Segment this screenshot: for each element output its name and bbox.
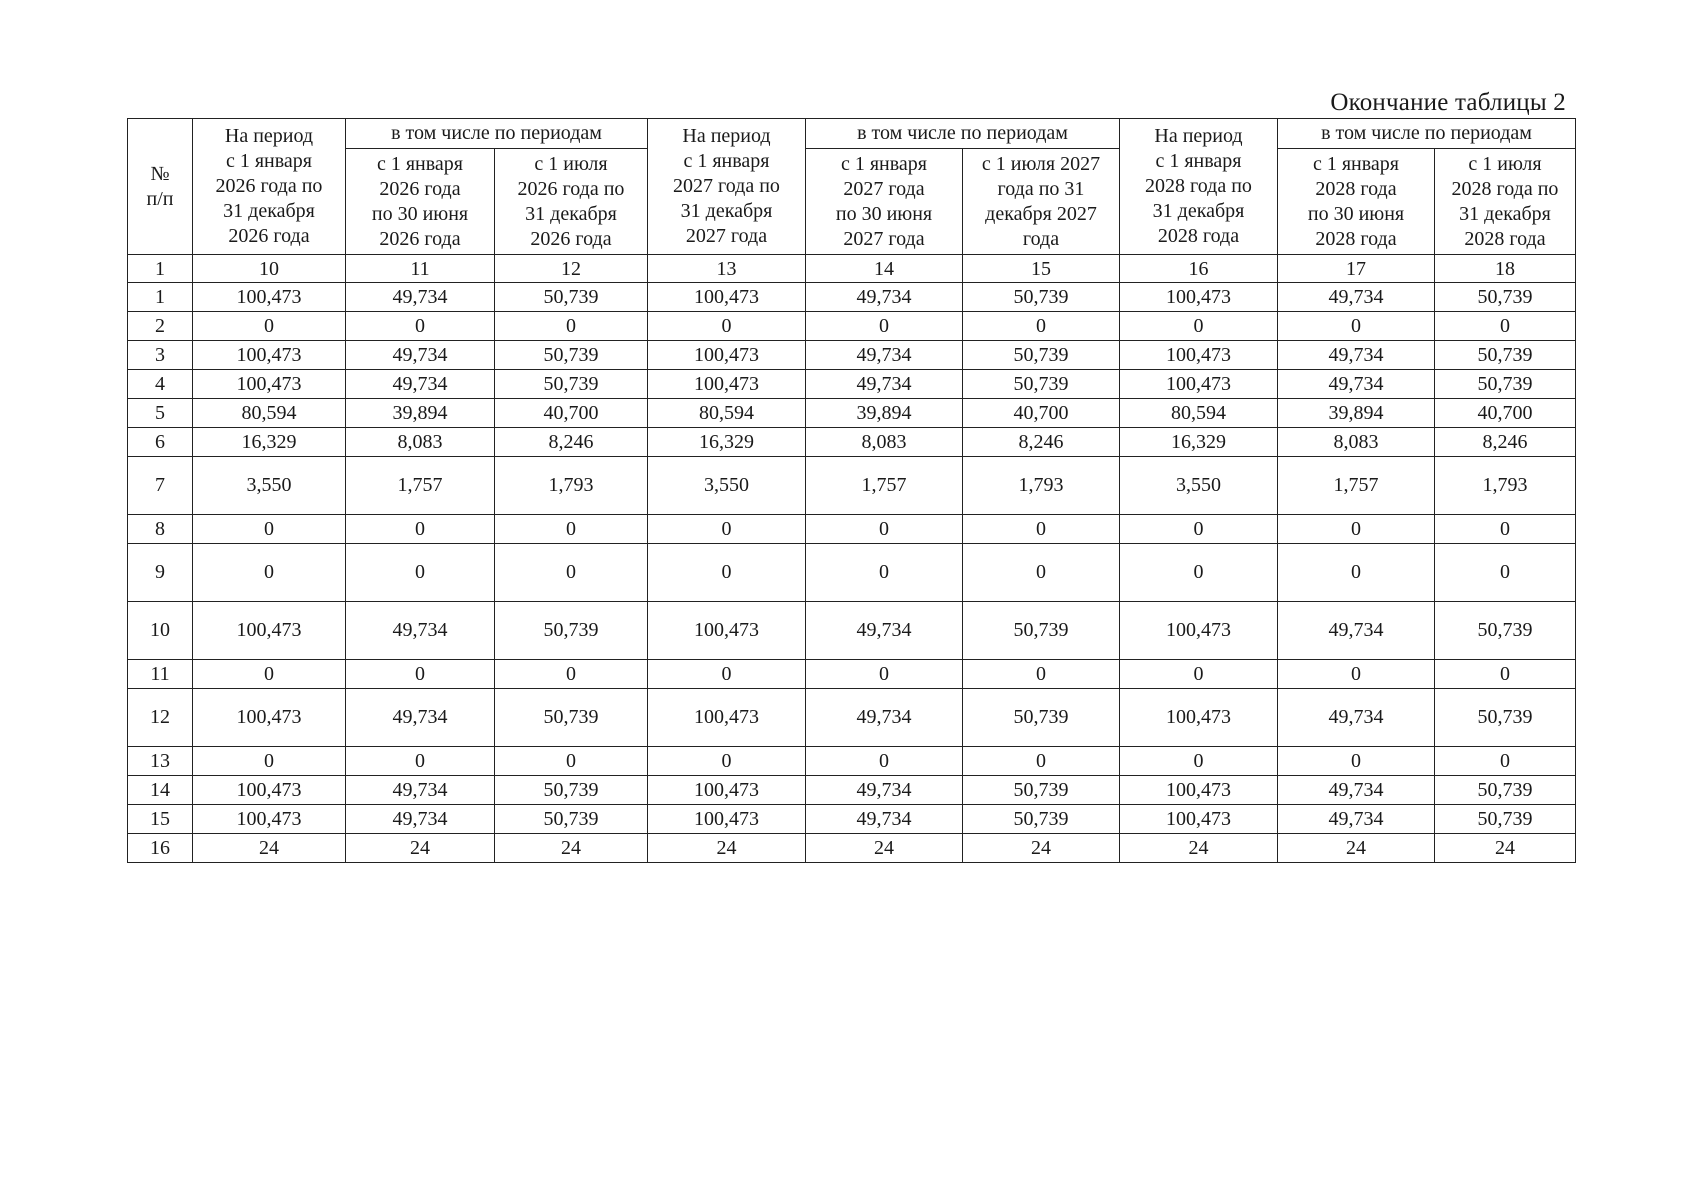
header-h1-2027: с 1 января 2027 года по 30 июня 2027 года — [806, 149, 963, 255]
value-cell: 50,739 — [495, 283, 648, 312]
table-caption: Окончание таблицы 2 — [1330, 89, 1566, 116]
data-table — [127, 118, 1576, 863]
row-number-cell: 13 — [128, 747, 193, 776]
value-cell: 100,473 — [648, 370, 806, 399]
header-period-2026: На период с 1 января 2026 года по 31 декабря 2026 года — [193, 119, 346, 255]
value-cell: 40,700 — [495, 399, 648, 428]
header-period-2027: На период с 1 января 2027 года по 31 декабря 2027 года — [648, 119, 806, 255]
value-cell: 16,329 — [648, 428, 806, 457]
column-number: 16 — [1120, 255, 1278, 283]
value-cell: 0 — [1435, 544, 1576, 602]
table-row — [128, 341, 1576, 370]
value-cell: 50,739 — [495, 370, 648, 399]
table-row — [128, 544, 1576, 602]
value-cell: 49,734 — [806, 689, 963, 747]
value-cell: 50,739 — [1435, 689, 1576, 747]
value-cell: 49,734 — [1278, 341, 1435, 370]
value-cell: 50,739 — [495, 805, 648, 834]
value-cell: 24 — [648, 834, 806, 863]
value-cell: 0 — [346, 660, 495, 689]
table-row — [128, 747, 1576, 776]
value-cell: 3,550 — [648, 457, 806, 515]
value-cell: 49,734 — [1278, 689, 1435, 747]
value-cell: 50,739 — [1435, 341, 1576, 370]
row-number-cell: 6 — [128, 428, 193, 457]
value-cell: 0 — [1120, 747, 1278, 776]
value-cell: 100,473 — [648, 283, 806, 312]
value-cell: 0 — [193, 312, 346, 341]
value-cell: 100,473 — [193, 602, 346, 660]
value-cell: 1,793 — [1435, 457, 1576, 515]
value-cell: 0 — [1278, 660, 1435, 689]
value-cell: 39,894 — [346, 399, 495, 428]
value-cell: 49,734 — [346, 776, 495, 805]
value-cell: 49,734 — [346, 283, 495, 312]
value-cell: 49,734 — [1278, 370, 1435, 399]
value-cell: 100,473 — [193, 341, 346, 370]
value-cell: 0 — [193, 515, 346, 544]
value-cell: 50,739 — [1435, 370, 1576, 399]
value-cell: 24 — [1278, 834, 1435, 863]
table-header — [128, 119, 1576, 255]
value-cell: 0 — [346, 747, 495, 776]
value-cell: 100,473 — [1120, 602, 1278, 660]
value-cell: 24 — [193, 834, 346, 863]
value-cell: 50,739 — [963, 341, 1120, 370]
value-cell: 80,594 — [193, 399, 346, 428]
value-cell: 0 — [648, 747, 806, 776]
table-row — [128, 660, 1576, 689]
value-cell: 100,473 — [1120, 805, 1278, 834]
value-cell: 0 — [1435, 312, 1576, 341]
value-cell: 50,739 — [495, 602, 648, 660]
value-cell: 8,083 — [1278, 428, 1435, 457]
value-cell: 0 — [1278, 747, 1435, 776]
value-cell: 0 — [193, 544, 346, 602]
table-row — [128, 457, 1576, 515]
value-cell: 0 — [963, 515, 1120, 544]
value-cell: 40,700 — [1435, 399, 1576, 428]
table-row — [128, 283, 1576, 312]
column-number: 11 — [346, 255, 495, 283]
value-cell: 16,329 — [193, 428, 346, 457]
value-cell: 0 — [495, 312, 648, 341]
value-cell: 0 — [963, 312, 1120, 341]
value-cell: 0 — [1435, 747, 1576, 776]
table-row — [128, 515, 1576, 544]
table-row — [128, 370, 1576, 399]
value-cell: 80,594 — [1120, 399, 1278, 428]
value-cell: 1,757 — [1278, 457, 1435, 515]
table-row — [128, 399, 1576, 428]
value-cell: 0 — [346, 515, 495, 544]
value-cell: 0 — [806, 515, 963, 544]
value-cell: 3,550 — [1120, 457, 1278, 515]
value-cell: 0 — [1120, 660, 1278, 689]
value-cell: 80,594 — [648, 399, 806, 428]
value-cell: 100,473 — [648, 341, 806, 370]
value-cell: 8,083 — [346, 428, 495, 457]
value-cell: 16,329 — [1120, 428, 1278, 457]
column-number: 17 — [1278, 255, 1435, 283]
header-h2-2028: с 1 июля 2028 года по 31 декабря 2028 года — [1435, 149, 1576, 255]
value-cell: 0 — [495, 660, 648, 689]
value-cell: 8,246 — [1435, 428, 1576, 457]
column-number: 14 — [806, 255, 963, 283]
value-cell: 50,739 — [963, 776, 1120, 805]
table-row — [128, 312, 1576, 341]
value-cell: 0 — [1120, 515, 1278, 544]
value-cell: 49,734 — [1278, 805, 1435, 834]
value-cell: 49,734 — [806, 341, 963, 370]
row-number-cell: 4 — [128, 370, 193, 399]
table-row — [128, 602, 1576, 660]
header-period-2028: На период с 1 января 2028 года по 31 декабря 2028 года — [1120, 119, 1278, 255]
column-number-row — [128, 255, 1576, 283]
header-h1-2026: с 1 января 2026 года по 30 июня 2026 года — [346, 149, 495, 255]
value-cell: 100,473 — [193, 805, 346, 834]
value-cell: 0 — [346, 544, 495, 602]
value-cell: 0 — [193, 660, 346, 689]
value-cell: 0 — [806, 660, 963, 689]
value-cell: 49,734 — [346, 602, 495, 660]
table-row — [128, 428, 1576, 457]
row-number-cell: 15 — [128, 805, 193, 834]
value-cell: 1,793 — [495, 457, 648, 515]
value-cell: 100,473 — [1120, 283, 1278, 312]
value-cell: 49,734 — [1278, 776, 1435, 805]
row-number-cell: 11 — [128, 660, 193, 689]
value-cell: 100,473 — [1120, 341, 1278, 370]
header-h2-2026: с 1 июля 2026 года по 31 декабря 2026 года — [495, 149, 648, 255]
value-cell: 0 — [963, 660, 1120, 689]
value-cell: 50,739 — [963, 805, 1120, 834]
value-cell: 0 — [1278, 312, 1435, 341]
value-cell: 49,734 — [806, 805, 963, 834]
value-cell: 8,246 — [495, 428, 648, 457]
value-cell: 49,734 — [1278, 602, 1435, 660]
table-body — [128, 255, 1576, 863]
header-breakdown-2028: в том числе по периодам — [1278, 119, 1576, 149]
row-number-cell: 8 — [128, 515, 193, 544]
column-number: 18 — [1435, 255, 1576, 283]
value-cell: 100,473 — [648, 776, 806, 805]
value-cell: 50,739 — [1435, 776, 1576, 805]
table-row — [128, 689, 1576, 747]
value-cell: 0 — [1278, 544, 1435, 602]
column-number: 13 — [648, 255, 806, 283]
row-number-cell: 10 — [128, 602, 193, 660]
value-cell: 0 — [648, 515, 806, 544]
header-breakdown-2027: в том числе по периодам — [806, 119, 1120, 149]
value-cell: 49,734 — [346, 689, 495, 747]
value-cell: 0 — [495, 544, 648, 602]
value-cell: 0 — [1278, 515, 1435, 544]
value-cell: 3,550 — [193, 457, 346, 515]
row-number-cell: 3 — [128, 341, 193, 370]
value-cell: 49,734 — [346, 370, 495, 399]
value-cell: 8,083 — [806, 428, 963, 457]
value-cell: 100,473 — [193, 776, 346, 805]
row-number-cell: 9 — [128, 544, 193, 602]
row-number-cell: 7 — [128, 457, 193, 515]
value-cell: 100,473 — [1120, 776, 1278, 805]
row-number-cell: 5 — [128, 399, 193, 428]
value-cell: 1,757 — [806, 457, 963, 515]
value-cell: 1,793 — [963, 457, 1120, 515]
value-cell: 0 — [1120, 312, 1278, 341]
row-number-cell: 2 — [128, 312, 193, 341]
header-row-number: № п/п — [128, 119, 193, 255]
value-cell: 8,246 — [963, 428, 1120, 457]
header-breakdown-2026: в том числе по периодам — [346, 119, 648, 149]
value-cell: 40,700 — [963, 399, 1120, 428]
column-number: 10 — [193, 255, 346, 283]
row-number-cell: 16 — [128, 834, 193, 863]
value-cell: 50,739 — [1435, 283, 1576, 312]
value-cell: 50,739 — [495, 776, 648, 805]
value-cell: 0 — [1435, 660, 1576, 689]
value-cell: 49,734 — [346, 805, 495, 834]
value-cell: 39,894 — [1278, 399, 1435, 428]
value-cell: 50,739 — [963, 370, 1120, 399]
value-cell: 0 — [648, 544, 806, 602]
table-container — [127, 118, 1575, 863]
value-cell: 49,734 — [806, 370, 963, 399]
column-number: 15 — [963, 255, 1120, 283]
value-cell: 24 — [1435, 834, 1576, 863]
table-row — [128, 776, 1576, 805]
column-number: 12 — [495, 255, 648, 283]
header-h2-2027: с 1 июля 2027 года по 31 декабря 2027 года — [963, 149, 1120, 255]
value-cell: 0 — [1435, 515, 1576, 544]
value-cell: 50,739 — [1435, 602, 1576, 660]
value-cell: 0 — [193, 747, 346, 776]
value-cell: 24 — [346, 834, 495, 863]
value-cell: 100,473 — [1120, 370, 1278, 399]
table-row — [128, 805, 1576, 834]
value-cell: 49,734 — [806, 283, 963, 312]
value-cell: 39,894 — [806, 399, 963, 428]
value-cell: 24 — [495, 834, 648, 863]
value-cell: 0 — [806, 312, 963, 341]
value-cell: 24 — [1120, 834, 1278, 863]
value-cell: 0 — [346, 312, 495, 341]
row-number-cell: 1 — [128, 283, 193, 312]
value-cell: 1,757 — [346, 457, 495, 515]
value-cell: 0 — [648, 312, 806, 341]
value-cell: 100,473 — [648, 805, 806, 834]
value-cell: 100,473 — [193, 283, 346, 312]
value-cell: 0 — [495, 747, 648, 776]
value-cell: 100,473 — [648, 602, 806, 660]
column-number: 1 — [128, 255, 193, 283]
value-cell: 0 — [963, 747, 1120, 776]
value-cell: 0 — [963, 544, 1120, 602]
value-cell: 49,734 — [346, 341, 495, 370]
value-cell: 100,473 — [193, 689, 346, 747]
value-cell: 0 — [495, 515, 648, 544]
header-h1-2028: с 1 января 2028 года по 30 июня 2028 года — [1278, 149, 1435, 255]
value-cell: 49,734 — [806, 602, 963, 660]
value-cell: 50,739 — [963, 689, 1120, 747]
value-cell: 50,739 — [1435, 805, 1576, 834]
value-cell: 100,473 — [1120, 689, 1278, 747]
value-cell: 0 — [648, 660, 806, 689]
row-number-cell: 12 — [128, 689, 193, 747]
row-number-cell: 14 — [128, 776, 193, 805]
value-cell: 100,473 — [648, 689, 806, 747]
value-cell: 49,734 — [806, 776, 963, 805]
value-cell: 49,734 — [1278, 283, 1435, 312]
value-cell: 24 — [806, 834, 963, 863]
value-cell: 50,739 — [495, 341, 648, 370]
table-row — [128, 834, 1576, 863]
value-cell: 0 — [806, 747, 963, 776]
value-cell: 100,473 — [193, 370, 346, 399]
value-cell: 50,739 — [963, 602, 1120, 660]
value-cell: 0 — [806, 544, 963, 602]
value-cell: 24 — [963, 834, 1120, 863]
value-cell: 50,739 — [963, 283, 1120, 312]
value-cell: 50,739 — [495, 689, 648, 747]
value-cell: 0 — [1120, 544, 1278, 602]
